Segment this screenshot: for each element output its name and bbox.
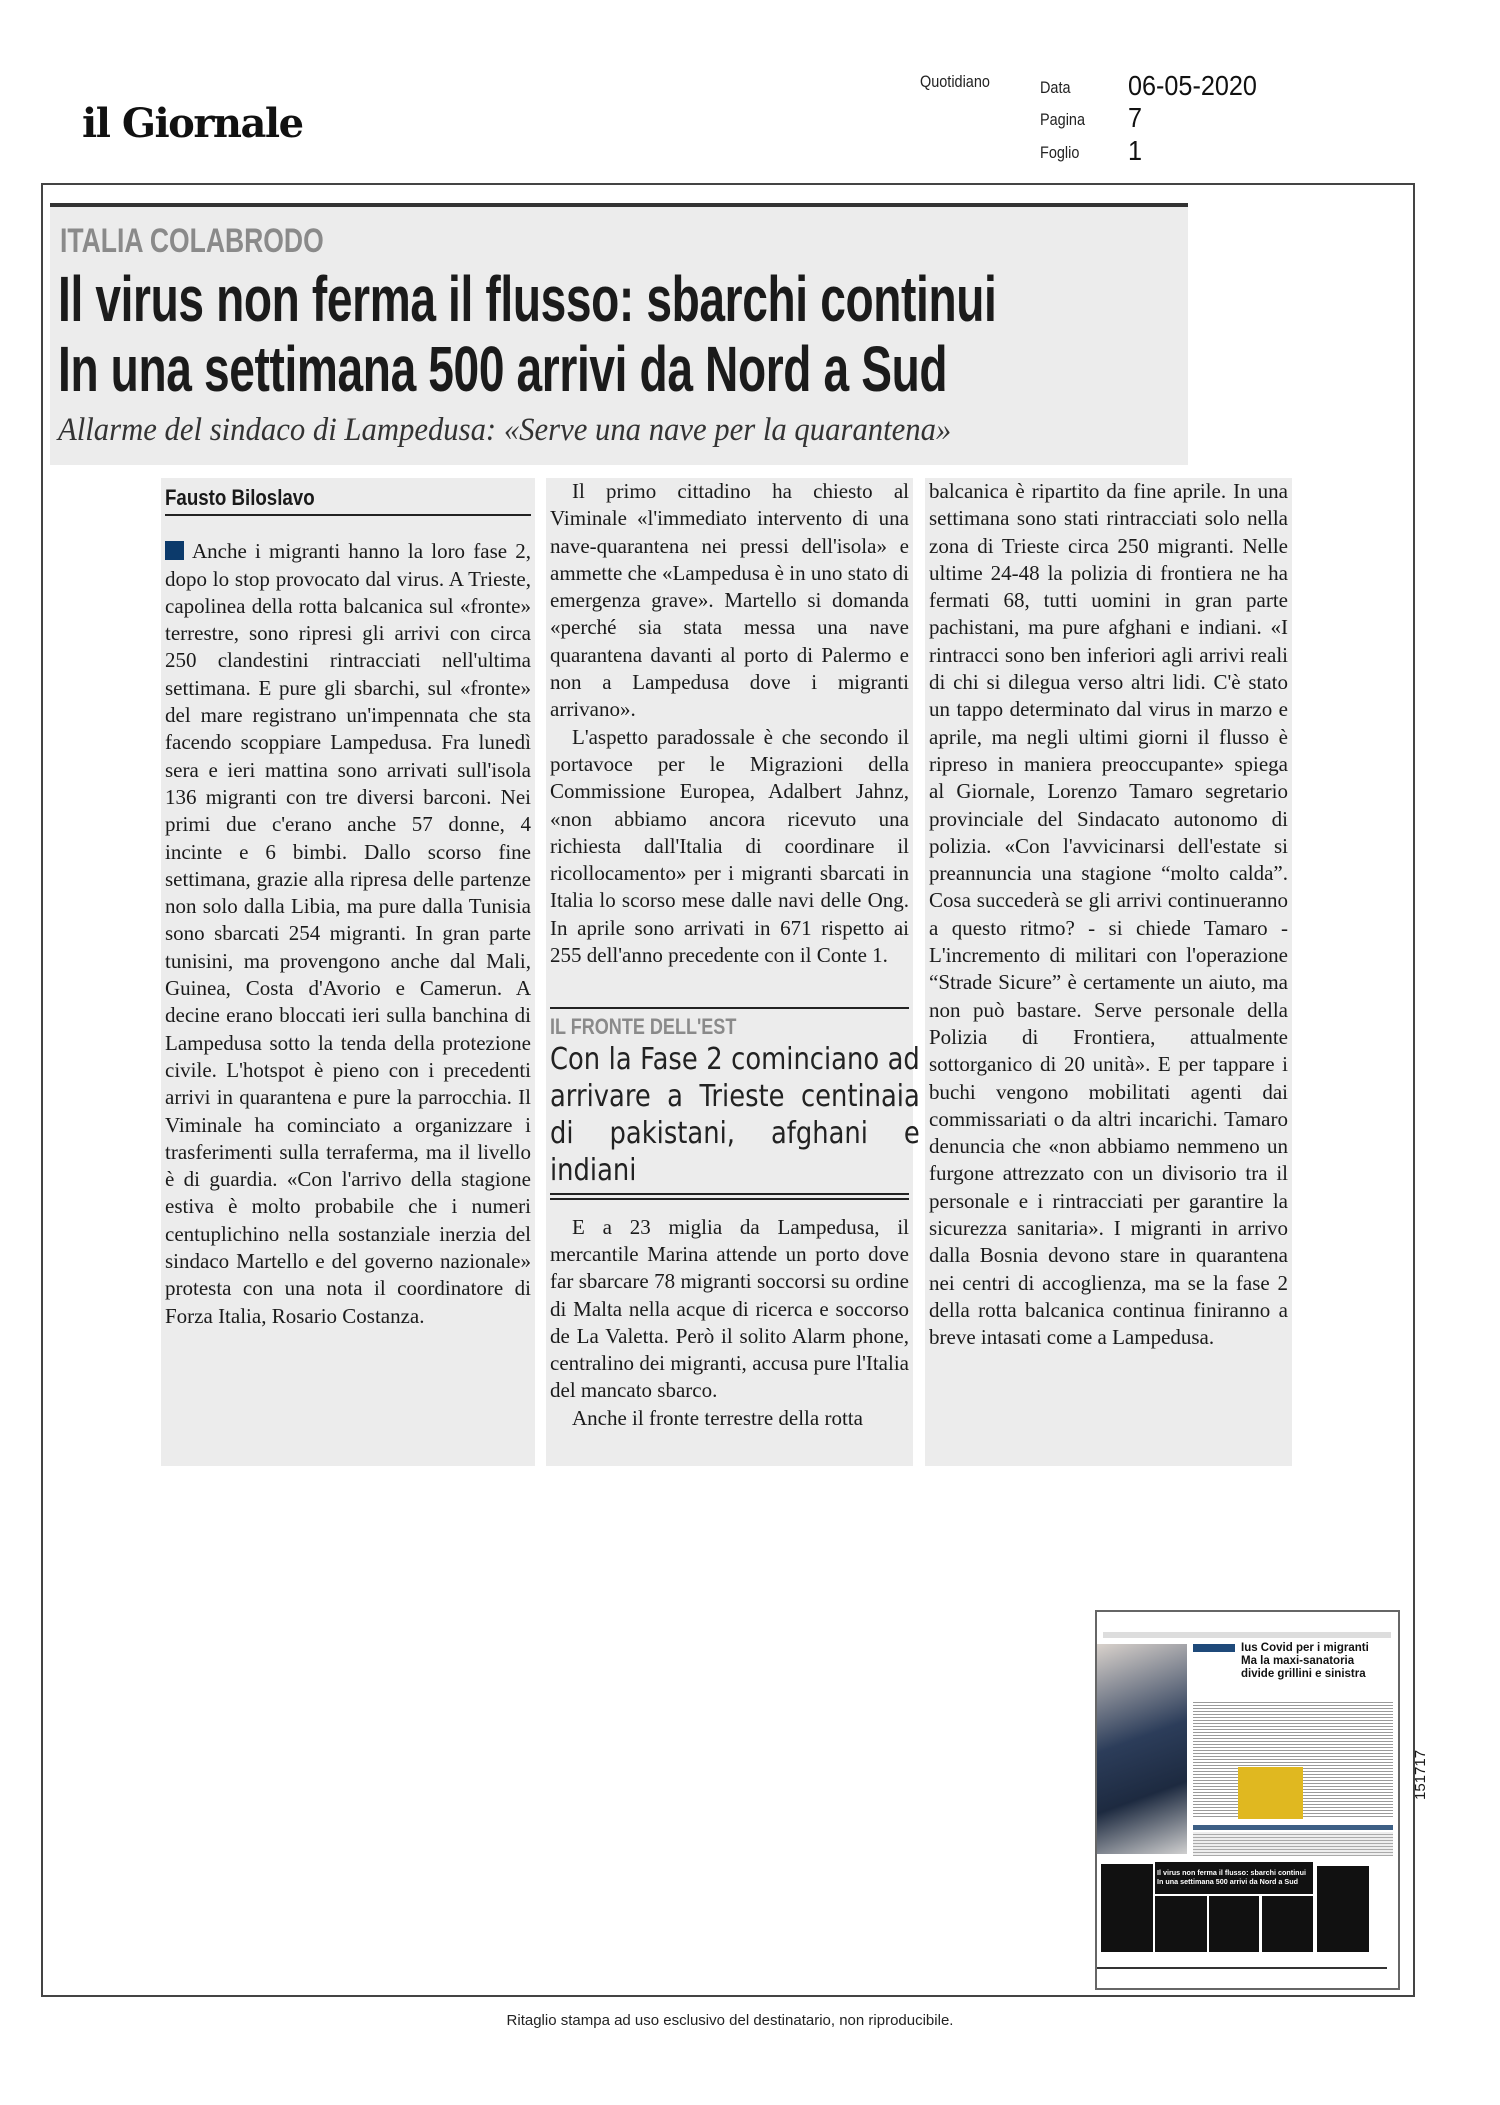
box-kicker: IL FRONTE DELL'EST [550,1014,737,1040]
paragraph: balcanica è ripartito da fine aprile. In una settimana sono stati rintracciati solo nella zona di Trieste circa 250 migranti. Nelle ultime 24-48 la polizia di frontiera ne ha fermati 68, tutti uomini in gran parte pachistani, ma pure afghani e indiani. «I rintracci sono ben inferiori agli arrivi reali di chi si dilegua verso altri lidi. C'è stato un tappo determinato dal virus in marzo e aprile, ma negli ultimi giorni il flusso è ripreso in maniera preoccupante» spiega al Giornale, Lorenzo Tamaro segretario provinciale del Sindacato autonomo di polizia. «Con l'avvicinarsi dell'estate si preannuncia una stagione “molto calda”. Cosa succederà se gli arrivi continueranno a questo ritmo? - si chiede Tamaro - L'incremento di militari con l'operazione “Strade Sicure” è certamente un aiuto, ma non può bastare. Serve personale della Polizia di Frontiera, attualmente sottorganico di 20 unità». E per tappare i buchi vengono mobilitati agenti dai commissariati o da altri incarichi. Tamaro denuncia che «non abbiamo nemmeno un furgone attrezzato con un divisorio tra il personale e i rintracciati per garantire la sicurezza sanitaria». I migranti in arrivo dalla Bosnia devono stare in quarantena nei centri di accoglienza, ma se la fase 2 della rotta balcanica continua finiranno a breve intasati come a Lampedusa. [929,479,1288,1350]
publication-type: Quotidiano [920,72,990,91]
clipping-code: 151717 [1412,1749,1429,1800]
sheet-value: 1 [1128,135,1143,166]
thumbnail-strip-headline: In una settimana 500 arrivi da Nord a Sud [1157,1877,1298,1886]
byline: Fausto Biloslavo [165,485,315,510]
article-column-3 [925,478,1292,1466]
thumbnail-headline: divide grillini e sinistra [1241,1668,1366,1680]
paragraph-bullet-icon [165,541,184,560]
article-column-1 [161,478,535,1466]
paragraph: L'aspetto paradossale è che secondo il portavoce per le Migrazioni della Commissione Europea, Adalbert Jahnz, «non abbiamo ancora ricevuto una richiesta dall'Italia di coordinare il ricollocamento» per i migranti sbarcati in Italia lo scorso mese dalle navi delle Ong. In aprile sono arrivati in 671 rispetto ai 255 dell'anno precedente con il Conte 1. [550,724,909,968]
paragraph: Anche il fronte terrestre della rotta [572,1405,863,1430]
sidebar-box [550,1007,920,1199]
headline-line-2: In una settimana 500 arrivi da Nord a Sud [58,333,948,405]
thumbnail-strip-headline: Il virus non ferma il flusso: sbarchi continui [1157,1868,1306,1877]
date-value: 06-05-2020 [1128,70,1257,101]
thumbnail-headline: Ius Covid per i migranti [1241,1642,1369,1654]
thumbnail-headline: Ma la maxi-sanatoria [1241,1655,1355,1667]
article-subtitle: Allarme del sindaco di Lampedusa: «Serve una nave per la quarantena» [58,412,952,448]
footer-notice: Ritaglio stampa ad uso esclusivo del destinatario, non riproducibile. [506,2012,954,2029]
newspaper-logo: il Giornale [82,100,303,147]
article-kicker: ITALIA COLABRODO [60,222,324,260]
article-column-2 [546,478,920,1466]
paragraph: Anche i migranti hanno la loro fase 2, dopo lo stop provocato dal virus. A Trieste, capolinea della rotta balcanica sul «fronte» terrestre, sono ripresi gli arrivi con circa 250 clandestini rintracciati nell'ultima settimana. E pure gli sbarchi, sul «fronte» del mare registrano un'impennata che sta facendo scoppiare Lampedusa. Fra lunedì sera e ieri mattina sono arrivati sull'isola 136 migranti con tre diversi barconi. Nei primi due c'erano anche 57 donne, 4 incinte e 6 bimbi. Dallo scorso fine settimana, grazie alla ripresa delle partenze non solo dalla Libia, ma pure dalla Tunisia sono sbarcati 254 migranti. In gran parte tunisini, ma provengono anche dal Mali, Guinea, Costa d'Avorio e Camerun. A decine erano bloccati ieri sulla banchina di Lampedusa sotto la tenda della protezione civile. L'hotspot è pieno con i precedenti arrivi in quarantena e pure la parrocchia. Il Viminale ha cominciato a organizzare i trasferimenti sulla terraferma, ma il livello è di guardia. «Con l'arrivo della stagione estiva è molto probabile che i numeri centuplichino nella sostanziale inerzia del sindaco Martello e del governo nazionale» protesta con una nota il coordinatore di Forza Italia, Rosario Costanza. [165,539,531,1328]
paragraph: E a 23 miglia da Lampedusa, il mercantile Marina attende un porto dove far sbarcare 78 migranti soccorsi su ordine di Malta nella acque di ricerca e soccorso de La Valetta. Però il solito Alarm phone, centralino dei migranti, accusa pure l'Italia del mancato sbarco. [550,1214,909,1403]
headline-line-1: Il virus non ferma il flusso: sbarchi continui [58,263,997,335]
page-thumbnail [1095,1610,1400,1990]
paragraph: Il primo cittadino ha chiesto al Viminale «l'immediato intervento di una nave-quarantena nei pressi dell'isola» e ammette che «Lampedusa è in uno stato di emergenza grave». Martello si domanda «perché sia stata messa una nave quarantena davanti al porto di Palermo e non a Lampedusa dove i migranti arrivano». [550,479,909,722]
double-rule [550,1193,909,1200]
page-value: 7 [1128,102,1143,133]
sheet-label: Foglio [1040,143,1080,162]
box-title: Con la Fase 2 cominciano ad arrivare a Trieste centinaia di pakistani, afghani e indiani [550,1041,920,1188]
page-label: Pagina [1040,110,1085,129]
thumbnail-photo [1097,1644,1187,1854]
date-label: Data [1040,78,1071,97]
